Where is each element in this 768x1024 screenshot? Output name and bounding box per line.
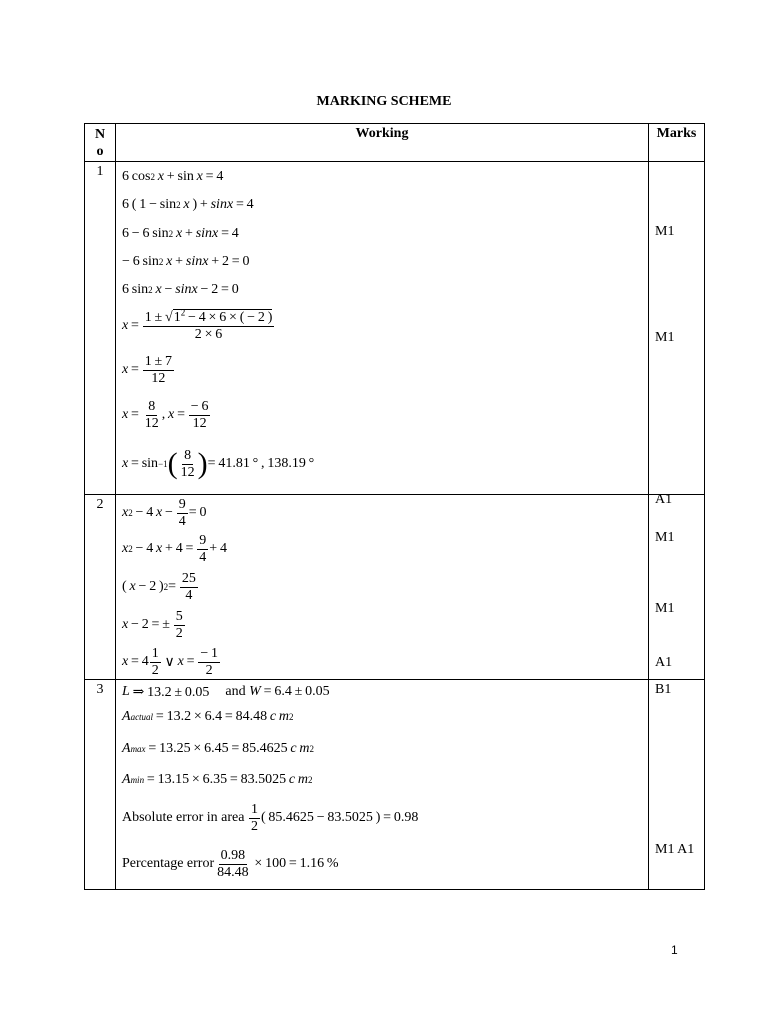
working-cell: L ⇒ 13.2 ± 0.05 and W = 6.4 ± 0.05 A actual = 13.2 × 6.4 = 84.48 c m 2 A max = 13.25 × 6.45 = 85.4625 c m 2 A min = 13.15 × 6.35 = 83.5025 c m 2 Absolute error in area $\frac{1}{2}$ ( 85.4625 − 83.5025 ) = 0.98 Percentage error $\frac{0.98}{84.48}$ × 100 = 1.16 %: [116, 680, 649, 890]
header-working: Working: [116, 124, 649, 162]
page-title: MARKING SCHEME: [316, 94, 452, 109]
marks-cell: [649, 680, 705, 890]
mark-label: A1: [655, 492, 673, 507]
mark-label: A1: [655, 655, 673, 670]
question-number: 2: [85, 495, 116, 680]
marking-scheme-table: [84, 123, 705, 890]
page-number: 1: [671, 943, 678, 957]
mark-label: M1: [655, 224, 675, 239]
header-no: N o: [85, 124, 116, 162]
mark-label: M1: [655, 530, 675, 545]
table-row: [85, 495, 705, 680]
mark-label: B1: [655, 682, 672, 697]
pct-error-label: Percentage error: [122, 856, 215, 871]
question-number: 1: [85, 162, 116, 495]
question-number: 3: [85, 680, 116, 890]
mark-label: M1: [655, 601, 675, 616]
marks-cell: [649, 495, 705, 680]
header-marks: Marks: [649, 124, 705, 162]
mark-label: M1: [655, 330, 675, 345]
marks-cell: [649, 162, 705, 507]
header-row: [85, 124, 705, 162]
working-cell: x 2 − 4 x − $\frac{9}{4}$ = 0 x 2 − 4 x + 4 = $\frac{9}{4}$ + 4 ( x − 2 ) 2 = $\frac{25}{4}$ x − 2 = ± $\frac{5}{2}$ x = 4 $\frac{1}{2}$ ∨ x = $\frac{- 1}{2}$: [116, 495, 649, 680]
working-cell: 6 cos 2 x + sin x = 4 6 ( 1 − sin 2 x ) + sinx = 4 6 − 6 sin 2 x + sinx = 4 − 6 sin 2 x + sinx + 2 = 0 6 sin 2 x − sinx − 2 = 0 x = $\frac{1 \pm √1^2 - 4 \times 6 \times ( - 2 )}{2 \times 6}$ x = $\frac{1 \pm 7}{12}$ x = $\frac{8}{12}$ , x = $\frac{- 6}{12}$ x = sin −1 ( $\frac{8}{12}$ ) = 41.81 ° , 138.19 °: [116, 162, 649, 495]
mark-label: M1 A1: [655, 842, 695, 857]
table-row: [85, 162, 705, 495]
and-text: and: [225, 684, 246, 699]
abs-error-label: Absolute error in area: [122, 810, 245, 825]
table-row: [85, 680, 705, 890]
